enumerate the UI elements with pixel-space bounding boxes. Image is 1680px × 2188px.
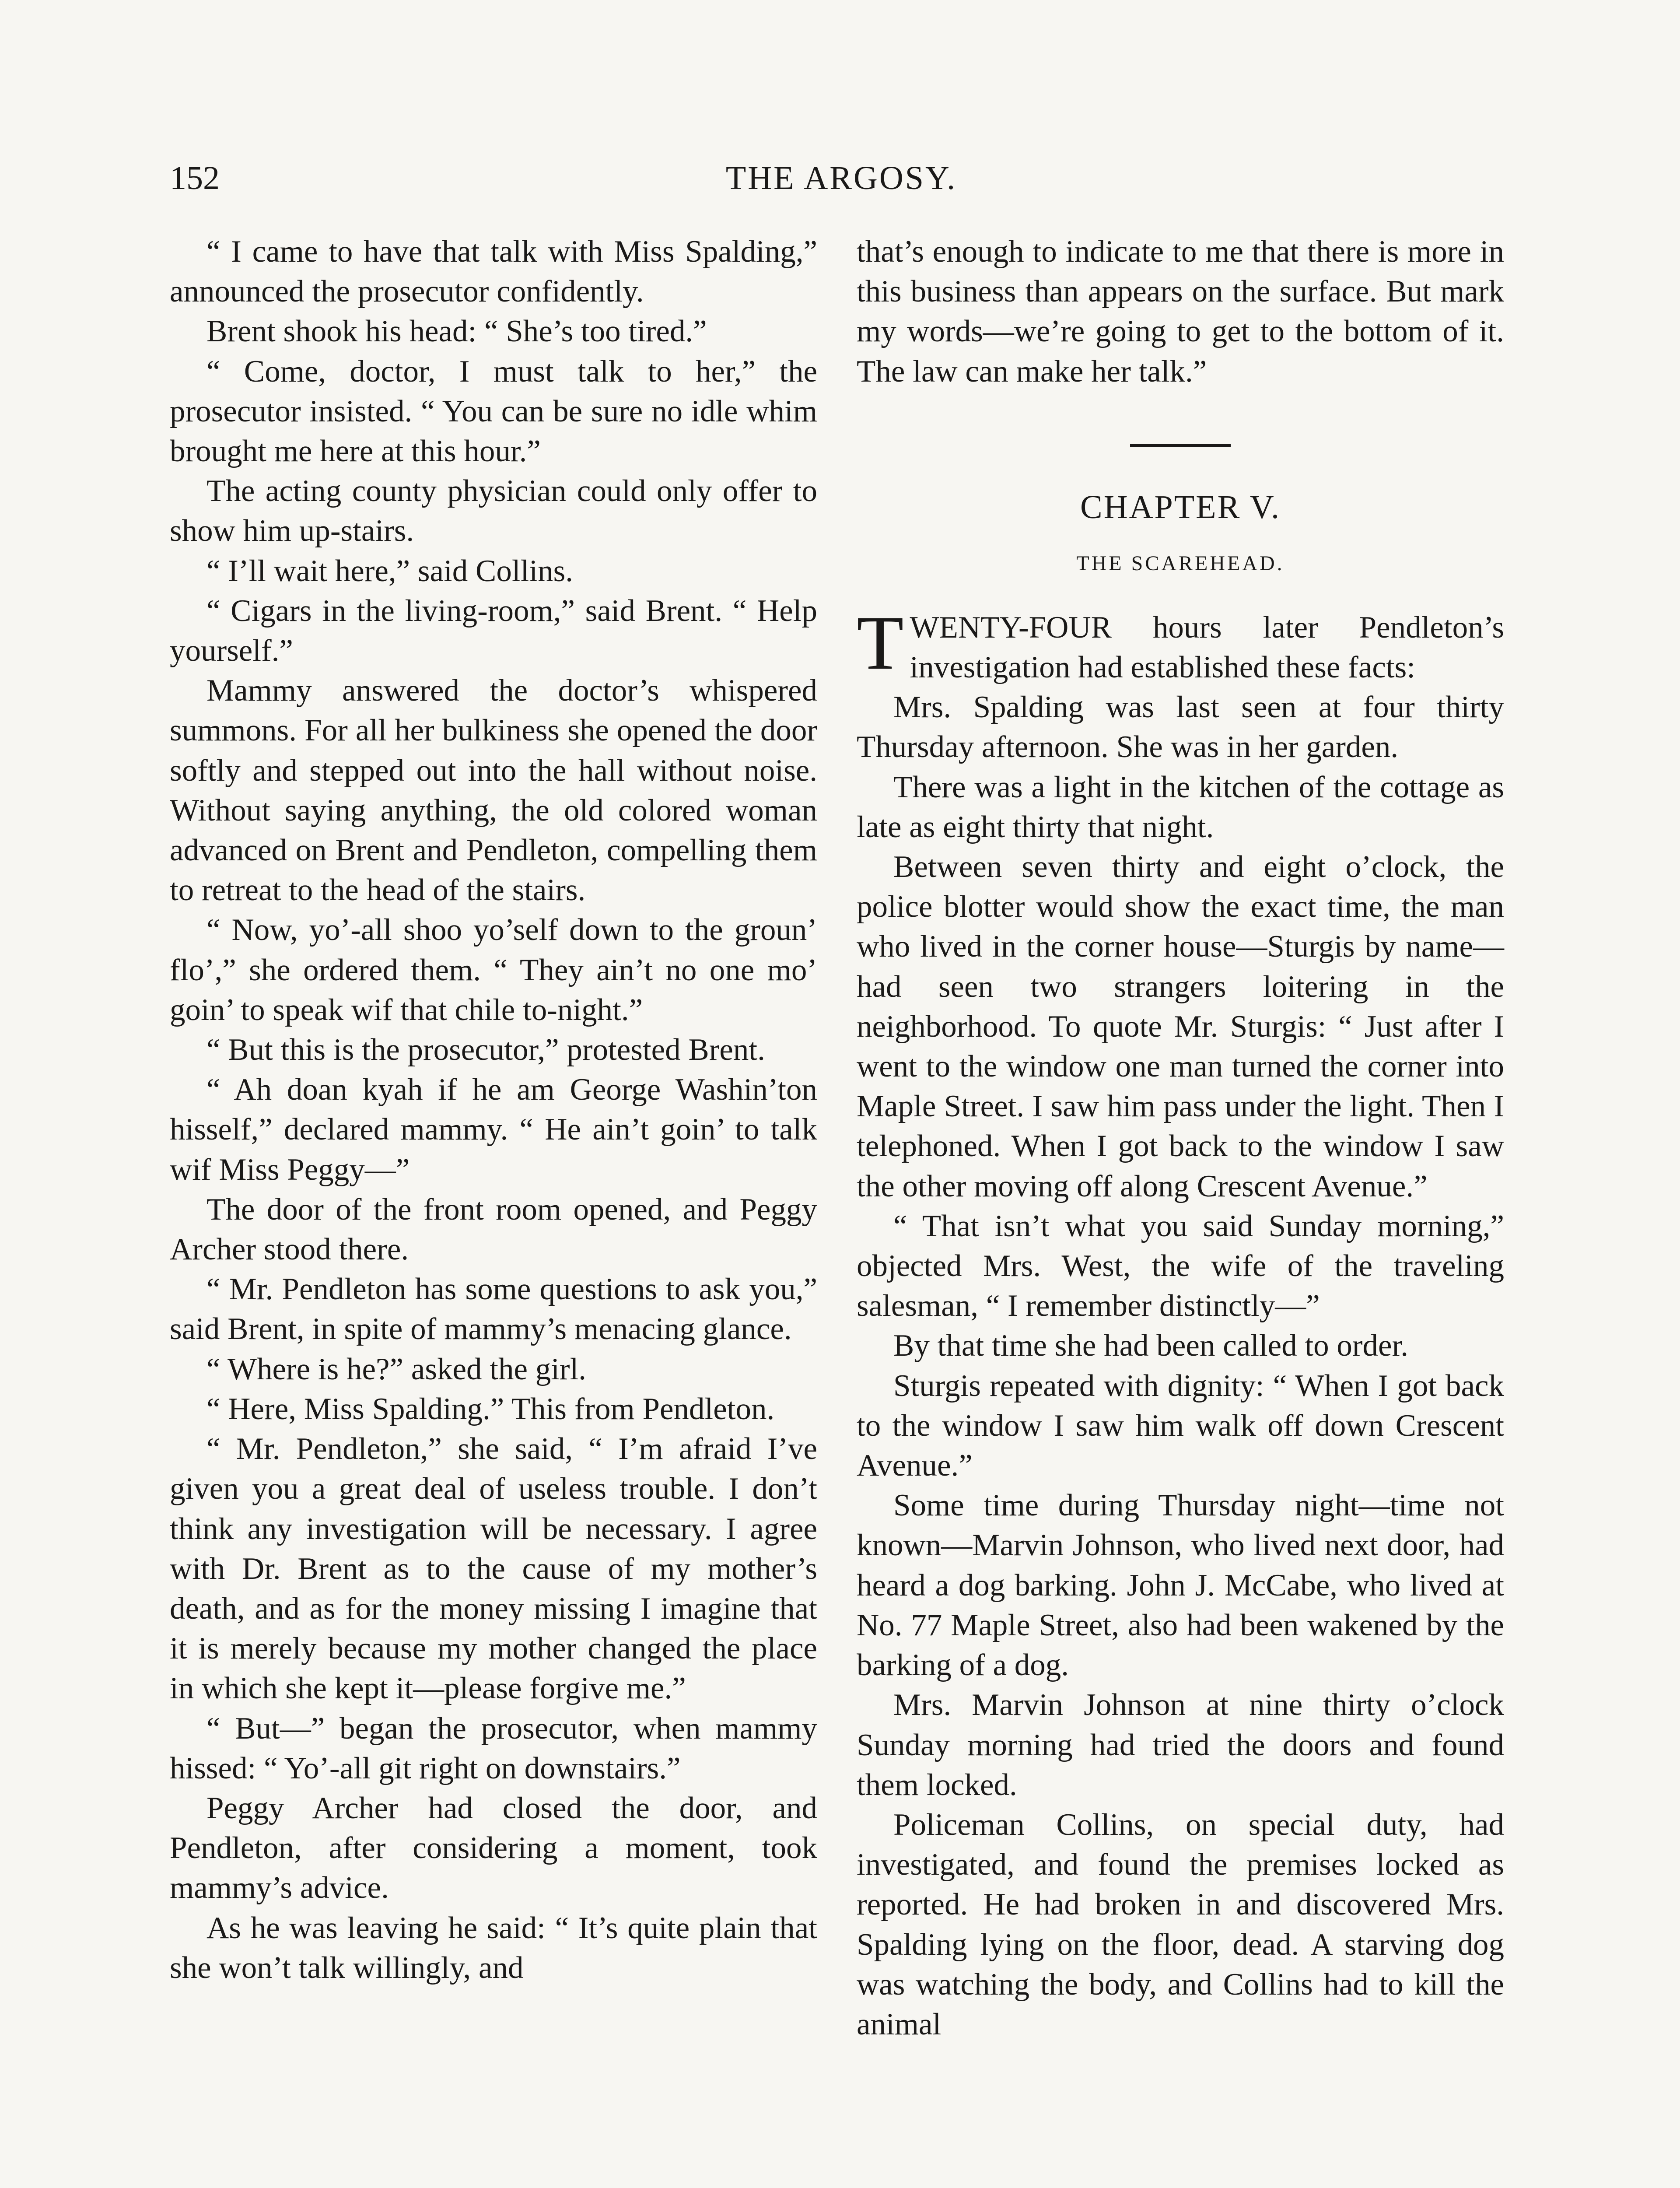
left-column bbox=[170, 232, 817, 1988]
body-paragraph: “ Here, Miss Spalding.” This from Pendleton. bbox=[206, 1392, 775, 1426]
body-paragraph: Mrs. Spalding was last seen at four thirty Thursday afternoon. She was in her garden. bbox=[857, 690, 1504, 764]
body-paragraph: “ Mr. Pendleton,” she said, “ I’m afraid I’ve given you a great deal of useless trouble. I don’t think any investigation will be necessary. I agree with Dr. Brent as to the cause of my mother’s death, and as for the money missing I imagine that it is merely because my mother changed the place in which she kept it—please forgive me.” bbox=[170, 1432, 817, 1706]
body-paragraph: “ Mr. Pendleton has some questions to ask you,” said Brent, in spite of mammy’s menacing glance. bbox=[170, 1272, 817, 1346]
body-paragraph: The acting county physician could only offer to show him up-stairs. bbox=[170, 474, 817, 548]
body-paragraph: As he was leaving he said: “ It’s quite plain that she won’t talk willingly, and bbox=[170, 1911, 817, 1985]
opening-text: WENTY-FOUR hours later Pendleton’s investigation had established these facts: bbox=[910, 610, 1504, 685]
body-paragraph: Sturgis repeated with dignity: “ When I got back to the window I saw him walk off down Crescent Avenue.” bbox=[857, 1368, 1504, 1483]
body-paragraph: Between seven thirty and eight o’clock, the police blotter would show the exact time, the man who lived in the corner house—Sturgis by name—had seen two strangers loitering in the neighborhood. To quote Mr. Sturgis: “ Just after I went to the window one man turned the corner into Maple Street. I saw him pass under the light. Then I telephoned. When I got back to the window I saw the other moving off along Crescent Avenue.” bbox=[857, 850, 1504, 1203]
body-paragraph: Mammy answered the doctor’s whispered summons. For all her bulkiness she opened the door softly and stepped out into the hall without noise. Without saying anything, the old colored woman advanced on Brent and Pendleton, compelling them to retreat to the head of the stairs. bbox=[170, 673, 817, 908]
body-paragraph: The door of the front room opened, and Peggy Archer stood there. bbox=[170, 1192, 817, 1267]
page-number: 152 bbox=[170, 160, 220, 196]
body-paragraph: “ Cigars in the living-room,” said Brent. “ Help yourself.” bbox=[170, 593, 817, 668]
body-paragraph: “ But—” began the prosecutor, when mammy hissed: “ Yo’-all git right on downstairs.” bbox=[170, 1711, 817, 1785]
chapter-subtitle: THE SCAREHEAD. bbox=[1076, 551, 1284, 575]
body-paragraph: There was a light in the kitchen of the cottage as late as eight thirty that night. bbox=[857, 770, 1504, 844]
body-paragraph: By that time she had been called to order. bbox=[893, 1329, 1409, 1363]
body-paragraph: “ Ah doan kyah if he am George Washin’ton hisself,” declared mammy. “ He ain’t goin’ to talk wif Miss Peggy—” bbox=[170, 1073, 817, 1187]
body-paragraph: Mrs. Marvin Johnson at nine thirty o’clock Sunday morning had tried the doors and found them locked. bbox=[857, 1688, 1504, 1802]
body-paragraph: Peggy Archer had closed the door, and Pendleton, after considering a moment, took mammy’s advice. bbox=[170, 1791, 817, 1905]
body-paragraph: Brent shook his head: “ She’s too tired.” bbox=[206, 314, 707, 349]
body-paragraph: “ But this is the prosecutor,” protested Brent. bbox=[206, 1033, 765, 1067]
body-paragraph: “ Come, doctor, I must talk to her,” the prosecutor insisted. “ You can be sure no idle whim brought me here at this hour.” bbox=[170, 354, 817, 469]
running-title: THE ARGOSY. bbox=[725, 160, 957, 196]
chapter-opening-paragraph bbox=[857, 600, 1504, 687]
right-column bbox=[857, 232, 1504, 2044]
body-paragraph: “ I came to have that talk with Miss Spalding,” announced the prosecutor confidently. bbox=[170, 235, 817, 309]
right-paragraphs bbox=[857, 687, 1504, 2044]
drop-cap: T bbox=[857, 600, 904, 686]
body-paragraph: “ Now, yo’-all shoo yo’self down to the groun’ flo’,” she ordered them. “ They ain’t no one mo’ goin’ to speak wif that chile to-night.” bbox=[170, 913, 817, 1027]
section-divider bbox=[1130, 444, 1231, 447]
page-header bbox=[170, 154, 1513, 202]
body-paragraph: Policeman Collins, on special duty, had investigated, and found the premises locked as reported. He had broken in and discovered Mrs. Spalding lying on the floor, dead. A starving dog was watching the body, and Collins had to kill the animal bbox=[857, 1807, 1504, 2041]
chapter-title: CHAPTER V. bbox=[1080, 488, 1281, 526]
body-paragraph: “ That isn’t what you said Sunday morning,” objected Mrs. West, the wife of the traveling salesman, “ I remember distinctly—” bbox=[857, 1209, 1504, 1323]
body-paragraph: “ Where is he?” asked the girl. bbox=[206, 1352, 587, 1386]
body-paragraph: “ I’ll wait here,” said Collins. bbox=[206, 554, 573, 588]
body-paragraph: Some time during Thursday night—time not known—Marvin Johnson, who lived next door, had heard a dog barking. John J. McCabe, who lived at No. 77 Maple Street, also had been wakened by the barking of a dog. bbox=[857, 1488, 1504, 1683]
continuation-paragraph: that’s enough to indicate to me that there is more in this business than appears on the surface. But mark my words—we’re going to get to the bottom of it. The law can make her talk.” bbox=[857, 235, 1504, 389]
